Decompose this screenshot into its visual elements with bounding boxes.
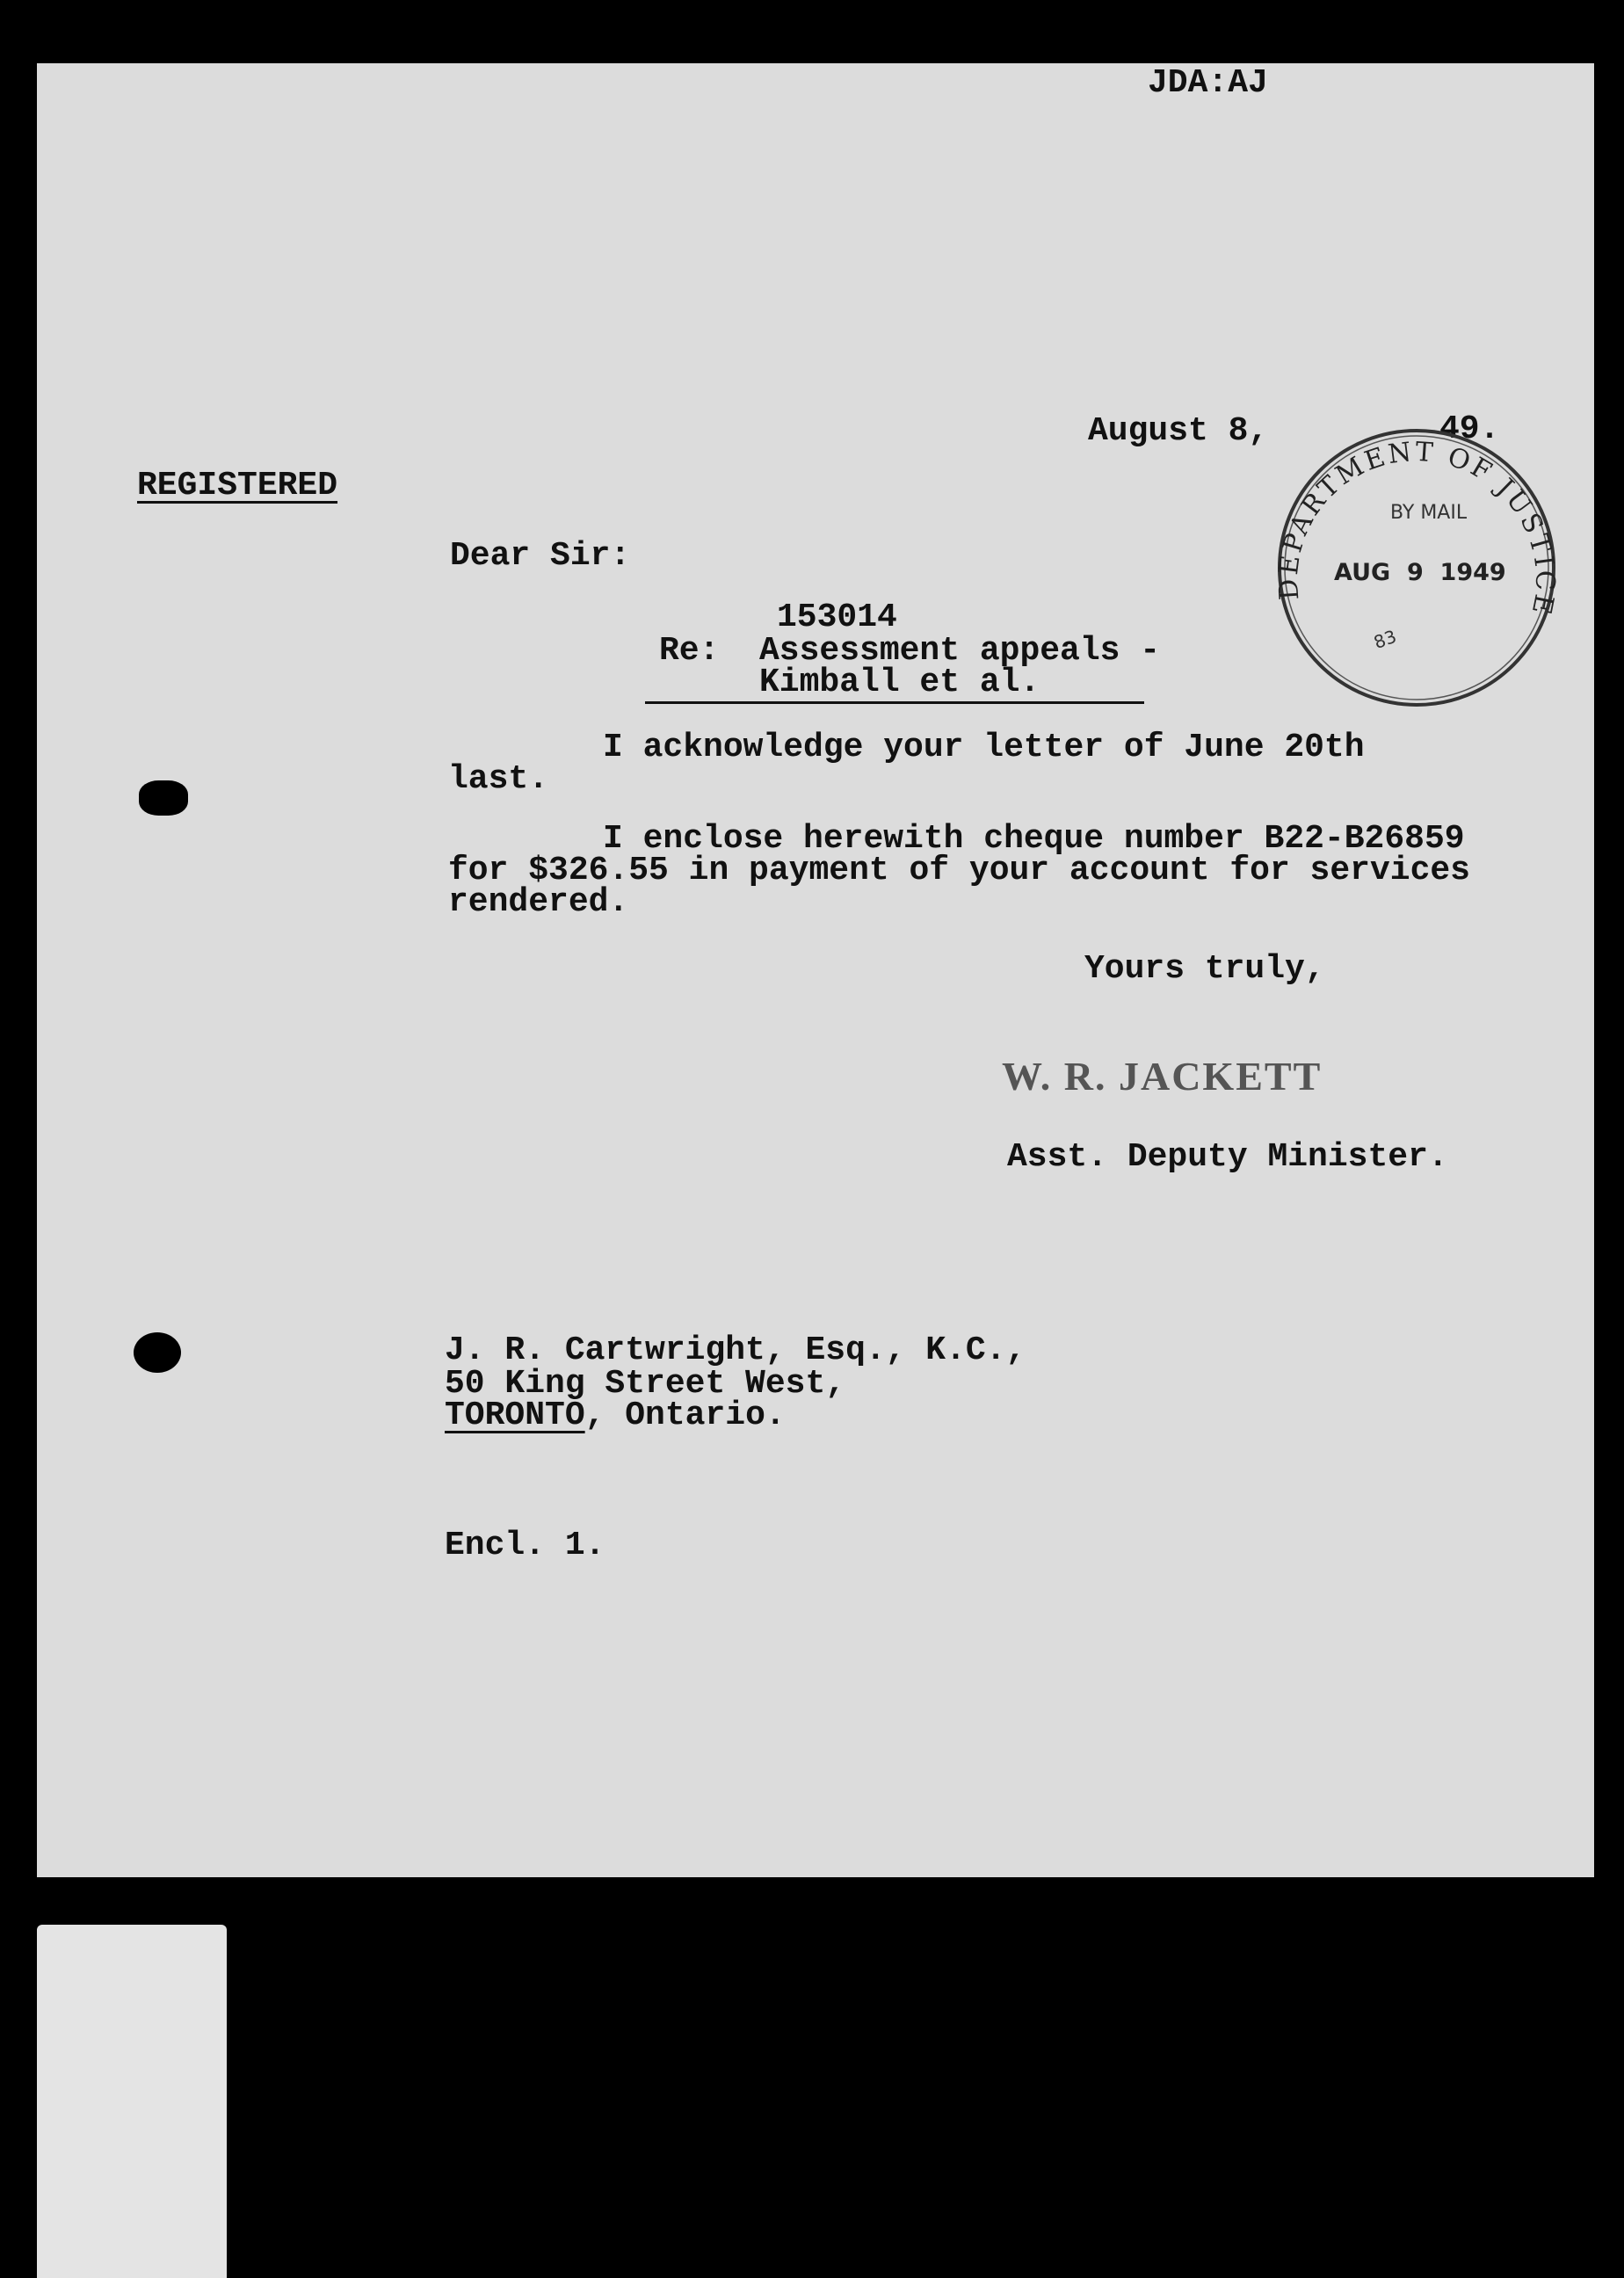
- subject-rule: [645, 701, 1144, 704]
- address-city: TORONTO: [445, 1397, 585, 1434]
- stamp-date: AUG 9 1949: [1334, 559, 1506, 586]
- signer-title: Asst. Deputy Minister.: [1007, 1138, 1448, 1176]
- letter-date: August 8,: [1088, 412, 1269, 450]
- subject-line-1: Assessment appeals -: [759, 632, 1161, 670]
- letter-page: [37, 63, 1594, 1877]
- stamp-ring-text: DEPARTMENT OF JUSTICE: [1272, 436, 1561, 620]
- address-province: , Ontario.: [584, 1397, 786, 1434]
- address-line-3: [445, 1399, 786, 1433]
- punch-hole-bottom: [134, 1332, 181, 1373]
- body-p2-line1: I enclose herewith cheque number B22-B26859: [603, 820, 1465, 858]
- letter-date-year: 49.: [1439, 410, 1500, 448]
- subject-line-2: Kimball et al.: [759, 664, 1040, 701]
- body-p1-line2: last.: [448, 760, 549, 798]
- stamp-by-mail: BY MAIL: [1390, 502, 1468, 524]
- blank-card: [37, 1925, 227, 2278]
- address-line-2: 50 King Street West,: [445, 1365, 846, 1403]
- closing: Yours truly,: [1084, 950, 1325, 988]
- department-of-justice-stamp: [1272, 424, 1561, 712]
- enclosure-note: Encl. 1.: [445, 1527, 605, 1564]
- signature-stamp: W. R. JACKETT: [1002, 1054, 1323, 1099]
- punch-hole-top: [139, 780, 188, 816]
- reference-initials: JDA:AJ: [1148, 64, 1268, 102]
- body-p1-line1: I acknowledge your letter of June 20th: [603, 729, 1365, 766]
- file-number: 153014: [777, 599, 897, 636]
- body-p2-line3: rendered.: [448, 883, 629, 921]
- salutation: Dear Sir:: [450, 537, 631, 575]
- address-line-1: J. R. Cartwright, Esq., K.C.,: [445, 1331, 1026, 1369]
- stamp-code: 83: [1371, 625, 1400, 654]
- registered-label: REGISTERED: [137, 467, 338, 504]
- re-label: Re:: [659, 632, 720, 670]
- body-p2-line2: for $326.55 in payment of your account for services: [448, 852, 1470, 889]
